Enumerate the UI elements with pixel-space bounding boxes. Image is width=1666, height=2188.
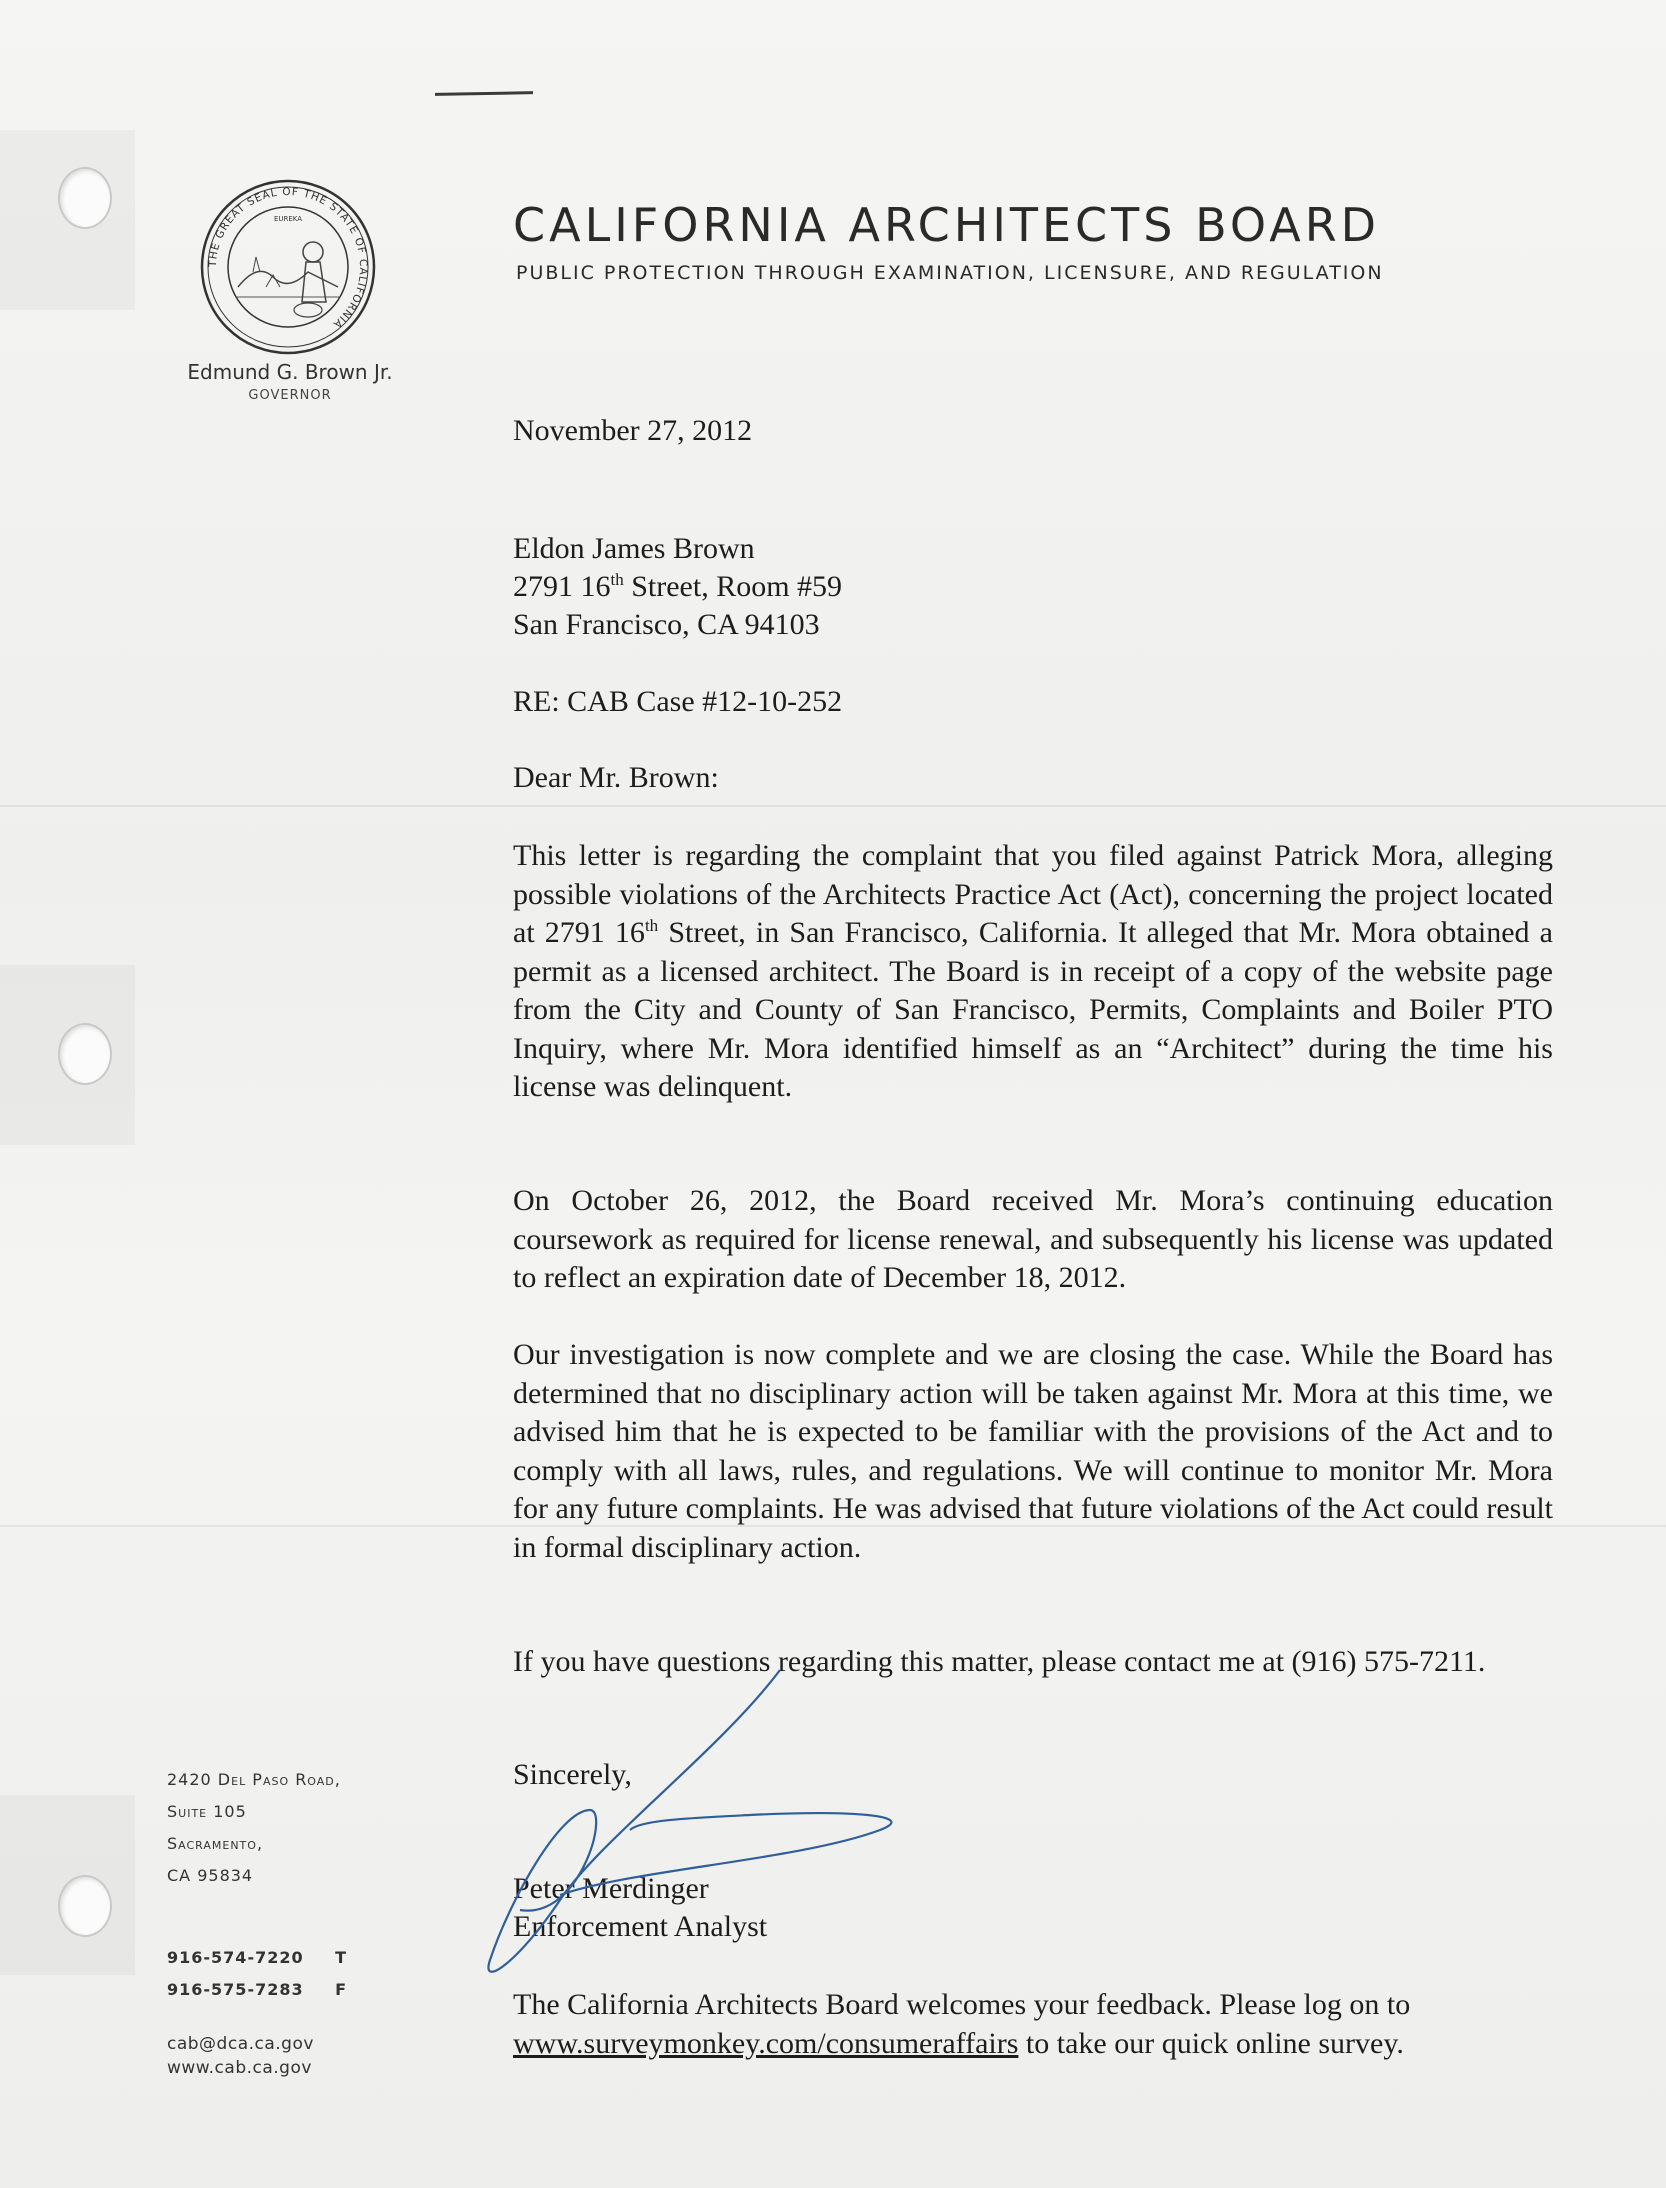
survey-link[interactable]: www.surveymonkey.com/consumeraffairs [513, 2026, 1019, 2060]
address-line: Sacramento, [167, 1834, 264, 1853]
fold-line [0, 805, 1666, 807]
telephone-number: 916-574-7220 [167, 1948, 304, 1967]
feedback-note [513, 1986, 1553, 2063]
salutation: Dear Mr. Brown: [513, 761, 719, 794]
email-address[interactable]: cab@dca.ca.gov [167, 2034, 314, 2054]
recipient-address [513, 570, 842, 604]
signer-name: Peter Merdinger [513, 1872, 709, 1905]
paragraph-4: If you have questions regarding this matter, please contact me at (916) 575-7211. [513, 1645, 1486, 1678]
feedback-text: The California Architects Board welcomes your feedback. Please log on to [513, 1988, 1411, 2021]
punch-hole [58, 1023, 112, 1085]
phone-row [167, 1980, 347, 2012]
re-line: RE: CAB Case #12-10-252 [513, 685, 843, 718]
punch-hole [58, 167, 112, 229]
recipient-address-pre: 2791 16 [513, 570, 611, 603]
address-line: 2420 Del Paso Road, [167, 1770, 341, 1789]
website-address[interactable]: www.cab.ca.gov [167, 2058, 312, 2078]
paragraph-2: On October 26, 2012, the Board received Mr. Mora’s continuing education coursework as required for license renewal, and subsequently his license was updated to reflect an expiration date of December 18, 2012. [513, 1184, 1553, 1294]
signer-title: Enforcement Analyst [513, 1910, 768, 1943]
board-address [167, 1770, 341, 1898]
feedback-text-end: to take our quick online survey. [1018, 2026, 1404, 2060]
seal-ring-text: THE GREAT SEAL OF THE STATE OF CALIFORNIA [206, 185, 370, 331]
signature-mark [470, 1660, 910, 2000]
address-line: CA 95834 [167, 1866, 254, 1885]
board-contact [167, 2034, 314, 2082]
recipient-city: San Francisco, CA 94103 [513, 608, 820, 641]
fax-number: 916-575-7283 [167, 1980, 304, 1999]
paragraph-1-sup: th [644, 916, 659, 935]
recipient-address-sup: th [610, 570, 624, 589]
governor-title: GOVERNOR [248, 388, 332, 403]
board-title: CALIFORNIA ARCHITECTS BOARD [513, 198, 1381, 252]
recipient-name: Eldon James Brown [513, 532, 755, 565]
staple-mark [435, 91, 533, 96]
state-seal-logo [198, 177, 378, 357]
paragraph-1-pre: This letter is regarding the complaint that you filed against Patrick Mora, alleging possible violations of the Architects Practice Act (Act), concerning the project located at 2791 16 [513, 839, 1553, 949]
paragraph-1-post: Street, in San Francisco, California. It alleged that Mr. Mora obtained a permit as a licensed architect. The Board is in receipt of a copy of the website page from the City and County of San Francisco, Permits, Complaints and Boiler PTO Inquiry, where Mr. Mora identified himself as an “Architect” during the time his license was delinquent. [513, 916, 1553, 1103]
board-tagline: PUBLIC PROTECTION THROUGH EXAMINATION, LICENSURE, AND REGULATION [516, 262, 1384, 284]
closing: Sincerely, [513, 1758, 632, 1791]
governor-name: Edmund G. Brown Jr. [187, 360, 393, 384]
recipient-address-post: Street, Room #59 [623, 570, 843, 603]
telephone-label: T [335, 1948, 347, 1967]
punch-hole [58, 1875, 112, 1937]
fax-label: F [335, 1980, 347, 1999]
paragraph-1 [513, 837, 1553, 1107]
board-phones [167, 1948, 347, 2012]
address-line: Suite 105 [167, 1802, 247, 1821]
paragraph-3: Our investigation is now complete and we are closing the case. While the Board has determined that no disciplinary action will be taken against Mr. Mora at this time, we advised him that he is expected to be familiar with the provisions of the Act and to comply with all laws, rules, and regulations. We will continue to monitor Mr. Mora for any future complaints. He was advised that future violations of the Act could result in formal disciplinary action. [513, 1338, 1553, 1564]
letter-date: November 27, 2012 [513, 414, 753, 447]
seal-motto: EUREKA [273, 215, 303, 223]
phone-row [167, 1948, 347, 1980]
